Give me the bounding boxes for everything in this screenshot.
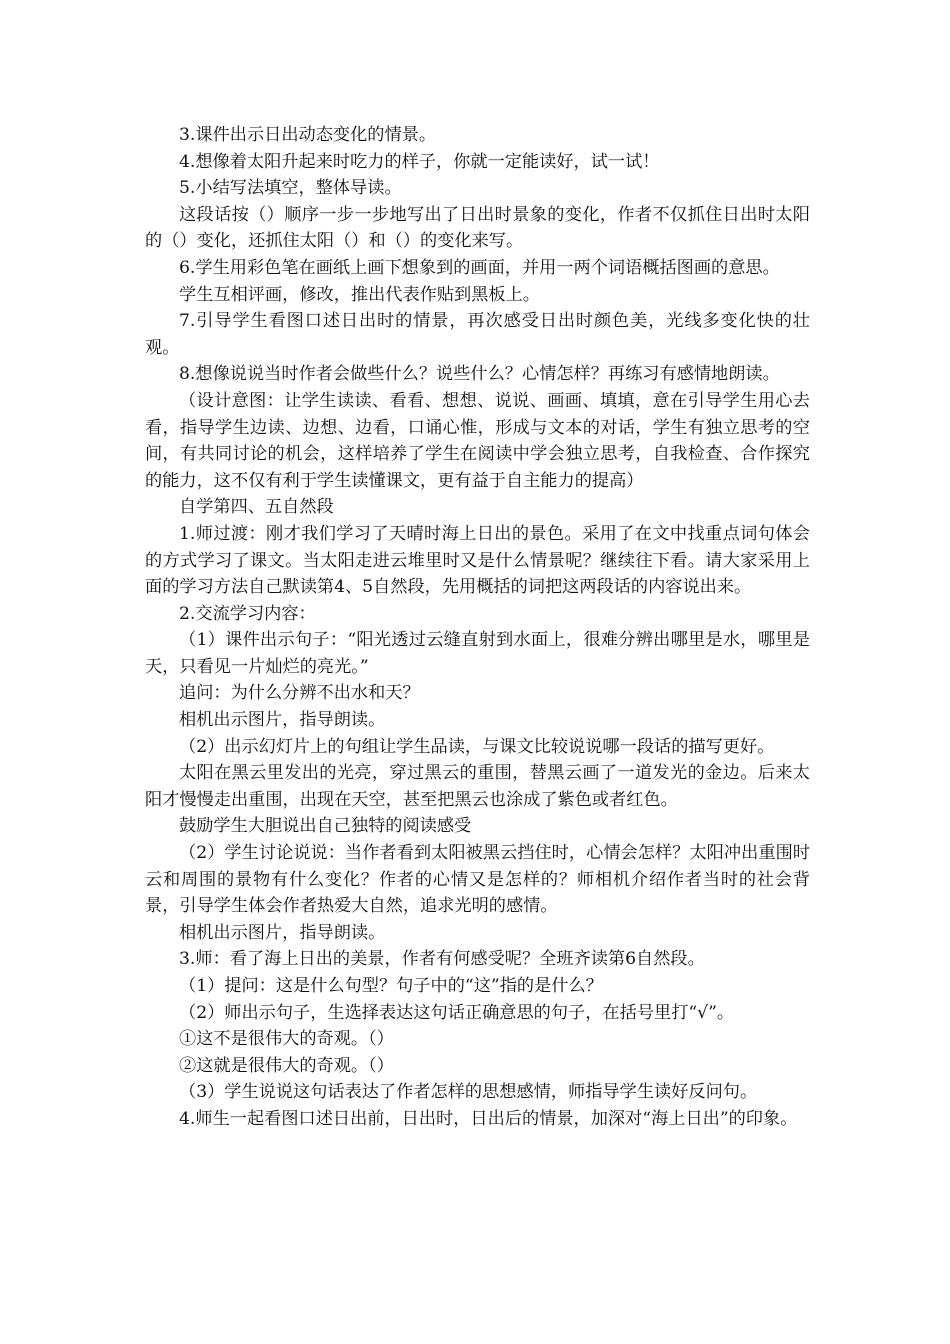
paragraph: 7.引导学生看图口述日出时的情景，再次感受日出时颜色美，光线多变化快的壮观。 <box>145 311 810 358</box>
paragraph: 1.师过渡：刚才我们学习了天晴时海上日出的景色。采用了在文中找重点词句体会的方式学习了课文。当太阳走进云堆里时又是什么情景呢？继续往下看。请大家采用上面的学习方法自己默读第4、5自然段，先用概括的词把这两段话的内容说出来。 <box>145 523 810 598</box>
paragraph: （2）学生讨论说说：当作者看到太阳被黑云挡住时，心情会怎样？太阳冲出重围时云和周围的景物有什么变化？作者的心情又是怎样的？师相机介绍作者当时的社会背景，引导学生体会作者热爱大自然，追求光明的感情。 <box>145 843 810 917</box>
paragraph: （设计意图：让学生读读、看看、想想、说说、画画、填填，意在引导学生用心去看，指导学生边读、边想、边看，口诵心惟，形成与文本的对话，学生有独立思考的空间，有共同讨论的机会，这样培养了学生在阅读中学会独立思考，自我检查、合作探究的能力，这不仅有利于学生读懂课文，更有益于自主能力的提高） <box>145 390 810 491</box>
paragraph: 3.课件出示日出动态变化的情景。 <box>179 125 437 145</box>
paragraph: 相机出示图片，指导朗读。 <box>179 922 386 943</box>
paragraph: 3.师：看了海上日出的美景，作者有何感受呢？全班齐读第6自然段。 <box>179 949 705 970</box>
paragraph: 学生互相评画，修改，推出代表作贴到黑板上。 <box>179 284 540 305</box>
paragraph: （1）课件出示句子：“阳光透过云缝直射到水面上，很难分辨出哪里是水，哪里是天，只看见一片灿烂的亮光。” <box>145 630 810 677</box>
document-body <box>145 122 810 1133</box>
paragraph: （1）提问：这是什么句型？句子中的“这”指的是什么？ <box>179 976 603 996</box>
paragraph: ②这就是很伟大的奇观。（） <box>179 1055 394 1076</box>
paragraph: （2）出示幻灯片上的句组让学生品读，与课文比较说说哪一段话的描写更好。 <box>179 736 775 757</box>
paragraph: （2）师出示句子，生选择表达这句话正确意思的句子，在括号里打“√”。 <box>179 1002 735 1023</box>
paragraph: 2.交流学习内容： <box>179 603 316 624</box>
paragraph: ①这不是很伟大的奇观。（） <box>179 1029 394 1050</box>
paragraph: 追问：为什么分辨不出水和天？ <box>179 683 420 704</box>
paragraph: 自学第四、五自然段 <box>179 497 334 518</box>
paragraph: 8.想像说说当时作者会做些什么？说些什么？心情怎样？再练习有感情地朗读。 <box>179 364 780 385</box>
paragraph: 鼓励学生大胆说出自己独特的阅读感受 <box>179 816 472 837</box>
paragraph: 4.想像着太阳升起来时吃力的样子，你就一定能读好，试一试！ <box>179 151 660 172</box>
paragraph: 5.小结写法填空，整体导读。 <box>179 178 402 199</box>
paragraph: 太阳在黑云里发出的光亮，穿过黑云的重围，替黑云画了一道发光的金边。后来太阳才慢慢走出重围，出现在天空，甚至把黑云也涂成了紫色或者红色。 <box>145 763 810 810</box>
paragraph: 4.师生一起看图口述日出前，日出时，日出后的情景，加深对“海上日出”的印象。 <box>179 1108 798 1129</box>
paragraph: 相机出示图片，指导朗读。 <box>179 710 386 731</box>
paragraph: 这段话按（）顺序一步一步地写出了日出时景象的变化，作者不仅抓住日出时太阳的（）变化，还抓住太阳（）和（）的变化来写。 <box>145 204 810 252</box>
paragraph: （3）学生说说这句话表达了作者怎样的思想感情，师指导学生读好反问句。 <box>179 1082 758 1103</box>
paragraph: 6.学生用彩色笔在画纸上画下想象到的画面，并用一两个词语概括图画的意思。 <box>179 257 780 278</box>
